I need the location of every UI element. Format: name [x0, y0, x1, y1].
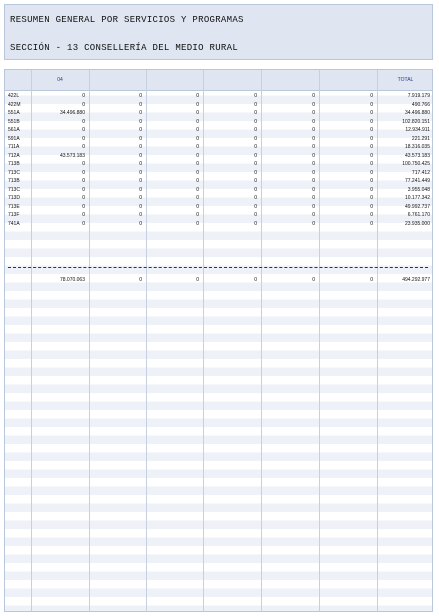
- amount-cell: 0: [82, 212, 85, 218]
- amount-cell: 0: [196, 277, 199, 283]
- amount-cell: 0: [370, 212, 373, 218]
- amount-cell: 0: [370, 178, 373, 184]
- amount-cell: 0: [370, 220, 373, 227]
- program-code: 713E: [8, 203, 20, 210]
- amount-cell: 0: [139, 195, 142, 201]
- amount-cell: 0: [312, 110, 315, 116]
- amount-cell: 0: [254, 152, 257, 159]
- amount-cell: 0: [370, 277, 373, 283]
- amount-cell: 0: [254, 212, 257, 218]
- amount-cell: 717.412: [411, 169, 430, 176]
- amount-cell: 43.573.183: [404, 152, 430, 159]
- amount-cell: 0: [196, 195, 199, 201]
- amount-cell: 490.766: [411, 101, 430, 108]
- column-header: [146, 70, 203, 90]
- amount-cell: 0: [370, 152, 373, 159]
- amount-cell: 0: [254, 144, 257, 150]
- totals-row: [5, 276, 432, 285]
- amount-cell: 0: [312, 152, 315, 159]
- table-row: [5, 135, 432, 144]
- amount-cell: 77.241.449: [404, 178, 430, 184]
- amount-cell: 0: [370, 101, 373, 108]
- amount-cell: 0: [139, 101, 142, 108]
- amount-cell: 0: [254, 101, 257, 108]
- program-code: 713C: [8, 186, 20, 193]
- amount-cell: 0: [370, 169, 373, 176]
- amount-cell: 494.292.977: [402, 277, 430, 283]
- report-table: [4, 69, 433, 612]
- amount-cell: 0: [254, 203, 257, 210]
- amount-cell: 0: [254, 178, 257, 184]
- amount-cell: 0: [82, 118, 85, 125]
- column-header: [261, 70, 319, 90]
- column-header: 04: [57, 77, 63, 83]
- program-code: 591A: [8, 135, 20, 142]
- amount-cell: 0: [312, 127, 315, 133]
- amount-cell: 43.573.183: [59, 152, 85, 159]
- program-code: 713B: [8, 178, 20, 184]
- amount-cell: 0: [312, 178, 315, 184]
- program-code: 713F: [8, 212, 20, 218]
- program-code: 551A: [8, 110, 20, 116]
- amount-cell: 0: [139, 178, 142, 184]
- amount-cell: 0: [196, 186, 199, 193]
- table-row: [5, 169, 432, 178]
- amount-cell: 0: [139, 110, 142, 116]
- amount-cell: 0: [254, 186, 257, 193]
- amount-cell: 12.934.911: [405, 127, 430, 133]
- amount-cell: 0: [196, 135, 199, 142]
- amount-cell: 0: [139, 277, 142, 283]
- amount-cell: 0: [82, 169, 85, 176]
- amount-cell: 0: [82, 203, 85, 210]
- amount-cell: 0: [254, 220, 257, 227]
- amount-cell: 0: [196, 93, 199, 99]
- amount-cell: 0: [196, 127, 199, 133]
- amount-cell: 0: [312, 186, 315, 193]
- amount-cell: 34.496.880: [59, 110, 85, 116]
- table-row: [5, 101, 432, 110]
- program-code: 561A: [8, 127, 20, 133]
- amount-cell: 221.291: [411, 135, 430, 142]
- amount-cell: 10.177.342: [404, 195, 430, 201]
- table-row: [5, 220, 432, 229]
- amount-cell: 0: [312, 93, 315, 99]
- amount-cell: 0: [370, 127, 373, 133]
- amount-cell: 0: [82, 186, 85, 193]
- amount-cell: 0: [312, 212, 315, 218]
- table-row: [5, 143, 432, 152]
- table-row: [5, 194, 432, 203]
- amount-cell: 0: [370, 135, 373, 142]
- amount-cell: 0: [139, 203, 142, 210]
- amount-cell: 0: [196, 169, 199, 176]
- amount-cell: 0: [196, 144, 199, 150]
- amount-cell: 0: [196, 110, 199, 116]
- program-code: 422M: [8, 101, 21, 108]
- section-title: SECCIÓN - 13 CONSELLERÍA DEL MEDIO RURAL: [10, 43, 239, 53]
- amount-cell: 0: [312, 169, 315, 176]
- amount-cell: 0: [196, 101, 199, 108]
- amount-cell: 102.820.151: [402, 118, 430, 125]
- amount-cell: 0: [139, 161, 142, 167]
- table-row: [5, 152, 432, 161]
- amount-cell: 0: [254, 93, 257, 99]
- amount-cell: 0: [254, 161, 257, 167]
- amount-cell: 0: [139, 169, 142, 176]
- amount-cell: 0: [139, 220, 142, 227]
- table-row: [5, 118, 432, 127]
- program-code: 713B: [8, 161, 20, 167]
- amount-cell: 0: [370, 110, 373, 116]
- column-header: TOTAL: [397, 77, 414, 83]
- table-row: [5, 92, 432, 101]
- amount-cell: 0: [82, 144, 85, 150]
- amount-cell: 0: [196, 178, 199, 184]
- program-code: 551B: [8, 118, 20, 125]
- program-code: 713C: [8, 169, 20, 176]
- amount-cell: 0: [254, 118, 257, 125]
- amount-cell: 0: [82, 220, 85, 227]
- amount-cell: 0: [82, 101, 85, 108]
- table-row: [5, 186, 432, 195]
- amount-cell: 0: [254, 135, 257, 142]
- amount-cell: 0: [312, 161, 315, 167]
- amount-cell: 0: [196, 118, 199, 125]
- amount-cell: 0: [254, 110, 257, 116]
- total-separator: [8, 267, 428, 268]
- amount-cell: 78.070.063: [59, 277, 85, 283]
- amount-cell: 0: [312, 277, 315, 283]
- table-row: [5, 109, 432, 118]
- amount-cell: 0: [370, 186, 373, 193]
- amount-cell: 0: [139, 152, 142, 159]
- column-header: [319, 70, 377, 90]
- amount-cell: 0: [82, 195, 85, 201]
- amount-cell: 0: [82, 127, 85, 133]
- amount-cell: 0: [312, 220, 315, 227]
- amount-cell: 0: [370, 118, 373, 125]
- amount-cell: 0: [312, 203, 315, 210]
- amount-cell: 0: [139, 118, 142, 125]
- program-code: 712A: [8, 152, 20, 159]
- amount-cell: 0: [196, 152, 199, 159]
- column-header-row: [5, 70, 432, 91]
- table-row: [5, 177, 432, 186]
- table-row: [5, 211, 432, 220]
- amount-cell: 0: [82, 178, 85, 184]
- program-code: 741A: [8, 220, 20, 227]
- program-code: 713D: [8, 195, 20, 201]
- column-header: [203, 70, 261, 90]
- amount-cell: 23.935.000: [404, 220, 430, 227]
- amount-cell: 0: [82, 161, 85, 167]
- amount-cell: 0: [82, 135, 85, 142]
- amount-cell: 0: [312, 101, 315, 108]
- column-header: [89, 70, 146, 90]
- amount-cell: 0: [370, 144, 373, 150]
- amount-cell: 0: [139, 212, 142, 218]
- amount-cell: 0: [312, 135, 315, 142]
- amount-cell: 0: [139, 135, 142, 142]
- amount-cell: 0: [139, 127, 142, 133]
- amount-cell: 0: [254, 277, 257, 283]
- amount-cell: 0: [196, 161, 199, 167]
- amount-cell: 0: [312, 195, 315, 201]
- amount-cell: 18.316.035: [404, 144, 430, 150]
- amount-cell: 0: [370, 195, 373, 201]
- report-header: [4, 4, 433, 60]
- amount-cell: 0: [254, 127, 257, 133]
- amount-cell: 0: [370, 93, 373, 99]
- amount-cell: 0: [370, 203, 373, 210]
- amount-cell: 0: [312, 118, 315, 125]
- amount-cell: 0: [196, 212, 199, 218]
- amount-cell: 6.761.170: [407, 212, 430, 218]
- table-row: [5, 126, 432, 135]
- amount-cell: 0: [139, 144, 142, 150]
- amount-cell: 0: [139, 93, 142, 99]
- amount-cell: 7.919.179: [407, 93, 430, 99]
- report-title: RESUMEN GENERAL POR SERVICIOS Y PROGRAMAS: [10, 15, 244, 25]
- amount-cell: 0: [139, 186, 142, 193]
- amount-cell: 0: [312, 144, 315, 150]
- amount-cell: 34.496.880: [404, 110, 430, 116]
- program-code: 711A: [8, 144, 20, 150]
- amount-cell: 3.955.048: [407, 186, 430, 193]
- amount-cell: 100.750.425: [402, 161, 430, 167]
- amount-cell: 0: [254, 169, 257, 176]
- amount-cell: 49.992.737: [404, 203, 430, 210]
- amount-cell: 0: [196, 203, 199, 210]
- program-code: 422L: [8, 93, 20, 99]
- amount-cell: 0: [370, 161, 373, 167]
- amount-cell: 0: [196, 220, 199, 227]
- amount-cell: 0: [254, 195, 257, 201]
- table-row: [5, 160, 432, 169]
- table-row: [5, 203, 432, 212]
- amount-cell: 0: [82, 93, 85, 99]
